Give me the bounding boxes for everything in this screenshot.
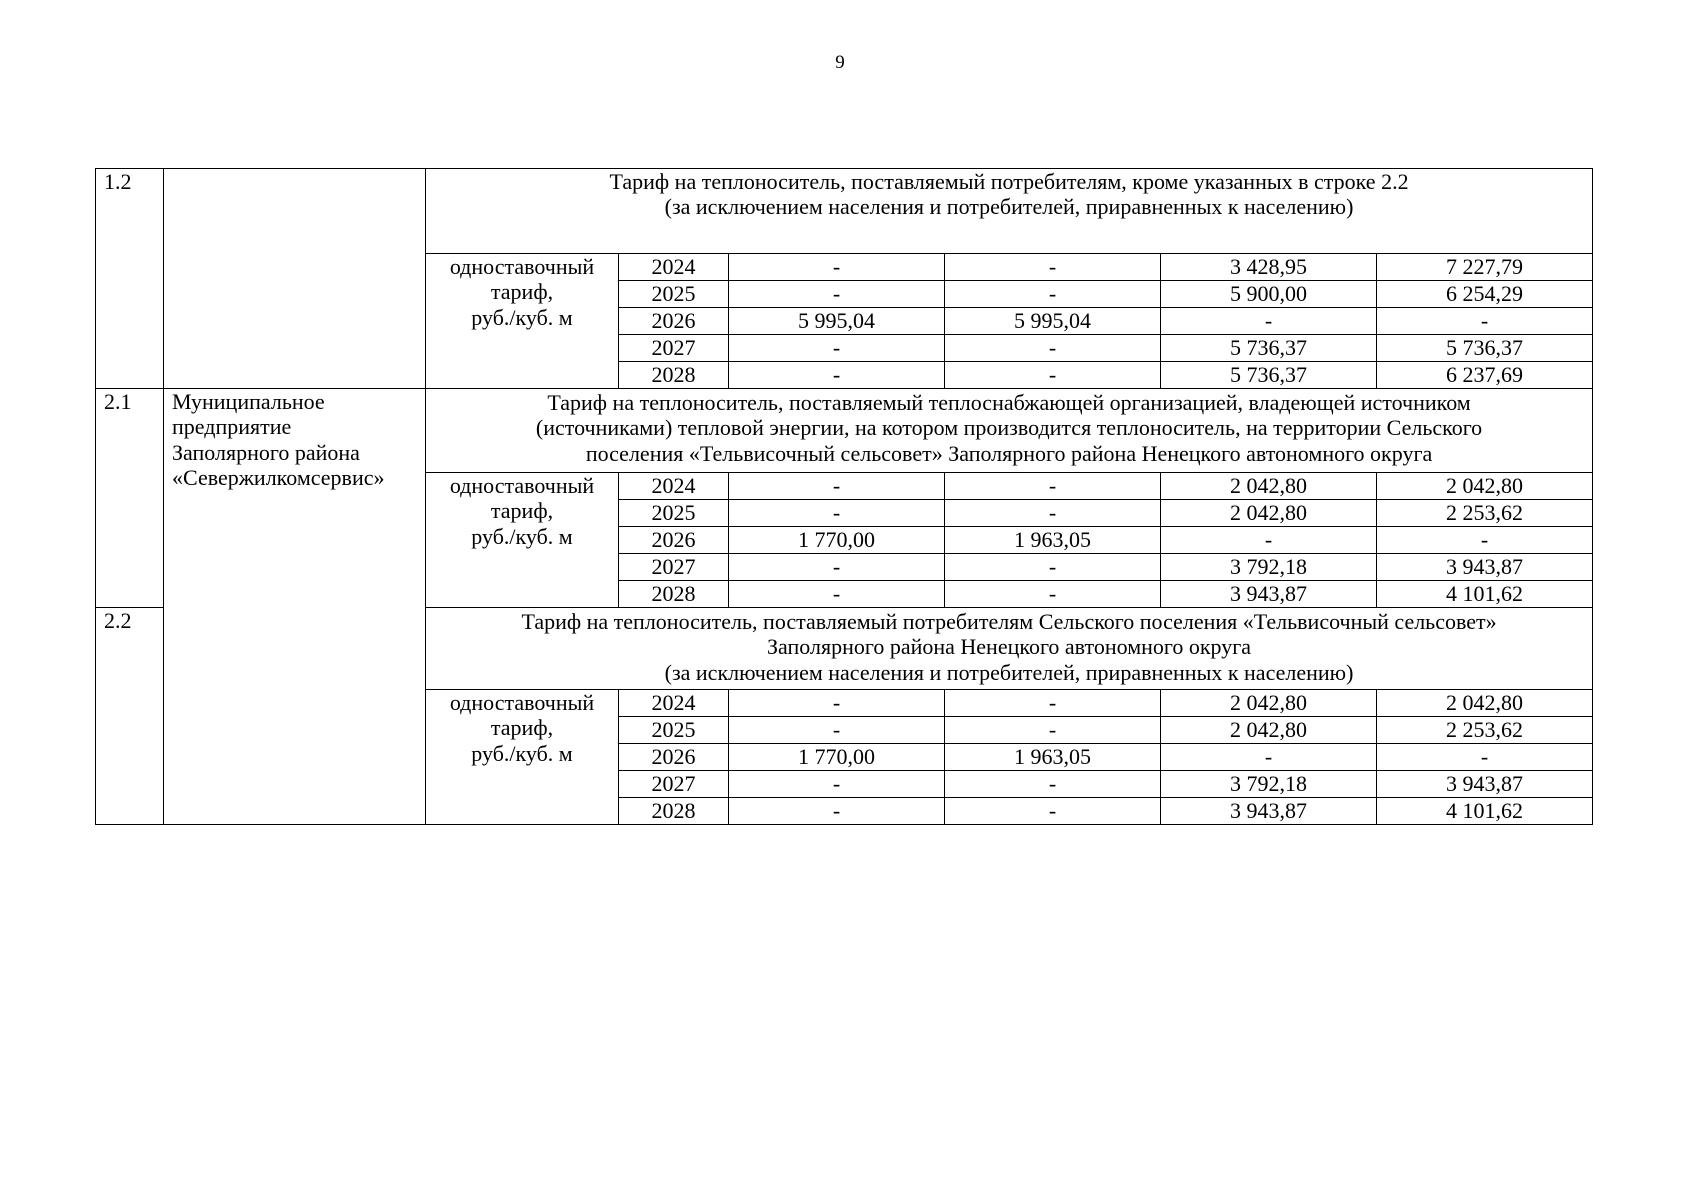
value-cell: 1 963,05 — [945, 744, 1161, 771]
tariff-header-2-2 — [426, 608, 1593, 690]
tariff-table — [95, 168, 1593, 825]
value-cell: 3 792,18 — [1161, 554, 1377, 581]
tariff-type-line: тариф, — [490, 715, 554, 741]
page-number: 9 — [835, 52, 845, 73]
header-line: поселения «Тельвисочный сельсовет» Заполярного района Ненецкого автономного округа — [585, 440, 1433, 466]
tariff-type-line: тариф, — [490, 279, 554, 305]
value-cell: 3 943,87 — [1161, 798, 1377, 825]
section-1-2-header-row — [96, 169, 1593, 254]
value-cell: 2 042,80 — [1377, 690, 1593, 717]
header-line: (за исключением населения и потребителей, приравненных к населению) — [664, 659, 1354, 685]
value-cell: - — [945, 690, 1161, 717]
value-cell: - — [1377, 527, 1593, 554]
year-cell: 2026 — [619, 308, 729, 335]
row-number-1-2: 1.2 — [96, 169, 164, 389]
year-cell: 2025 — [619, 500, 729, 527]
header-line: (источниками) тепловой энергии, на котором производится теплоноситель, на территории Сельского — [535, 415, 1483, 441]
value-cell: - — [1377, 308, 1593, 335]
value-cell: - — [729, 281, 945, 308]
value-cell: 4 101,62 — [1377, 581, 1593, 608]
tariff-type-2-1 — [426, 473, 619, 608]
value-cell: 3 943,87 — [1161, 581, 1377, 608]
tariff-type-1-2 — [426, 254, 619, 389]
year-cell: 2025 — [619, 281, 729, 308]
value-cell: - — [945, 362, 1161, 389]
year-cell: 2024 — [619, 690, 729, 717]
value-cell: - — [945, 335, 1161, 362]
organization-cell-empty — [164, 169, 426, 389]
value-cell: - — [729, 335, 945, 362]
value-cell: 5 995,04 — [729, 308, 945, 335]
tariff-type-line: руб./куб. м — [471, 523, 573, 549]
year-cell: 2025 — [619, 717, 729, 744]
value-cell: - — [1161, 527, 1377, 554]
value-cell: 5 900,00 — [1161, 281, 1377, 308]
value-cell: 6 254,29 — [1377, 281, 1593, 308]
header-line: Заполярного района Ненецкого автономного округа — [767, 634, 1252, 660]
year-cell: 2026 — [619, 744, 729, 771]
value-cell: - — [1161, 744, 1377, 771]
tariff-header-1-2 — [426, 169, 1593, 254]
organization-line: Муниципальное — [172, 389, 325, 414]
tariff-type-2-2 — [426, 690, 619, 825]
value-cell: 2 253,62 — [1377, 717, 1593, 744]
year-cell: 2026 — [619, 527, 729, 554]
value-cell: - — [729, 771, 945, 798]
tariff-type-line: одноставочный — [449, 473, 595, 498]
value-cell: 2 042,80 — [1161, 500, 1377, 527]
value-cell: - — [1161, 308, 1377, 335]
value-cell: 5 995,04 — [945, 308, 1161, 335]
value-cell: 3 792,18 — [1161, 771, 1377, 798]
value-cell: 3 428,95 — [1161, 254, 1377, 281]
value-cell: 2 253,62 — [1377, 500, 1593, 527]
value-cell: 2 042,80 — [1161, 690, 1377, 717]
value-cell: - — [729, 690, 945, 717]
tariff-header-2-1 — [426, 389, 1593, 473]
value-cell: - — [729, 254, 945, 281]
value-cell: - — [729, 798, 945, 825]
year-cell: 2024 — [619, 254, 729, 281]
value-cell: 2 042,80 — [1161, 717, 1377, 744]
value-cell: 1 770,00 — [729, 744, 945, 771]
value-cell: 2 042,80 — [1377, 473, 1593, 500]
value-cell: - — [945, 500, 1161, 527]
header-line: (за исключением населения и потребителей, приравненных к населению) — [664, 194, 1354, 220]
value-cell: 5 736,37 — [1161, 362, 1377, 389]
value-cell: - — [945, 473, 1161, 500]
value-cell: 5 736,37 — [1377, 335, 1593, 362]
organization-line: «Севержилкомсервис» — [172, 464, 385, 490]
value-cell: 3 943,87 — [1377, 554, 1593, 581]
year-cell: 2024 — [619, 473, 729, 500]
header-line: Тариф на теплоноситель, поставляемый потребителям Сельского поселения «Тельвисочный сельсовет» — [521, 609, 1497, 634]
value-cell: 3 943,87 — [1377, 771, 1593, 798]
value-cell: - — [945, 717, 1161, 744]
value-cell: - — [945, 281, 1161, 308]
tariff-type-line: руб./куб. м — [471, 740, 573, 766]
value-cell: 1 963,05 — [945, 527, 1161, 554]
value-cell: - — [945, 554, 1161, 581]
tariff-type-line: одноставочный — [449, 690, 595, 715]
header-line: Тариф на теплоноситель, поставляемый потребителям, кроме указанных в строке 2.2 — [609, 169, 1409, 194]
value-cell: - — [729, 473, 945, 500]
organization-line: предприятие — [172, 414, 292, 440]
year-cell: 2027 — [619, 335, 729, 362]
tariff-type-line: одноставочный — [449, 254, 595, 279]
tariff-type-line: тариф, — [490, 498, 554, 524]
value-cell: - — [945, 254, 1161, 281]
value-cell: - — [945, 771, 1161, 798]
organization-line: Заполярного района — [172, 439, 360, 465]
value-cell: - — [945, 798, 1161, 825]
value-cell: - — [729, 554, 945, 581]
section-2-1-header-row — [96, 389, 1593, 473]
value-cell: 5 736,37 — [1161, 335, 1377, 362]
value-cell: 6 237,69 — [1377, 362, 1593, 389]
year-cell: 2028 — [619, 581, 729, 608]
value-cell: 4 101,62 — [1377, 798, 1593, 825]
header-line: Тариф на теплоноситель, поставляемый теплоснабжающей организацией, владеющей источником — [547, 390, 1471, 415]
row-number-2-1: 2.1 — [96, 389, 164, 608]
year-cell: 2028 — [619, 362, 729, 389]
value-cell: - — [729, 500, 945, 527]
value-cell: 2 042,80 — [1161, 473, 1377, 500]
value-cell: 7 227,79 — [1377, 254, 1593, 281]
year-cell: 2028 — [619, 798, 729, 825]
row-number-2-2: 2.2 — [96, 608, 164, 825]
value-cell: - — [729, 362, 945, 389]
value-cell: - — [729, 581, 945, 608]
value-cell: - — [729, 717, 945, 744]
year-cell: 2027 — [619, 771, 729, 798]
tariff-type-line: руб./куб. м — [471, 304, 573, 330]
value-cell: - — [945, 581, 1161, 608]
value-cell: 1 770,00 — [729, 527, 945, 554]
value-cell: - — [1377, 744, 1593, 771]
organization-name — [164, 389, 426, 825]
year-cell: 2027 — [619, 554, 729, 581]
